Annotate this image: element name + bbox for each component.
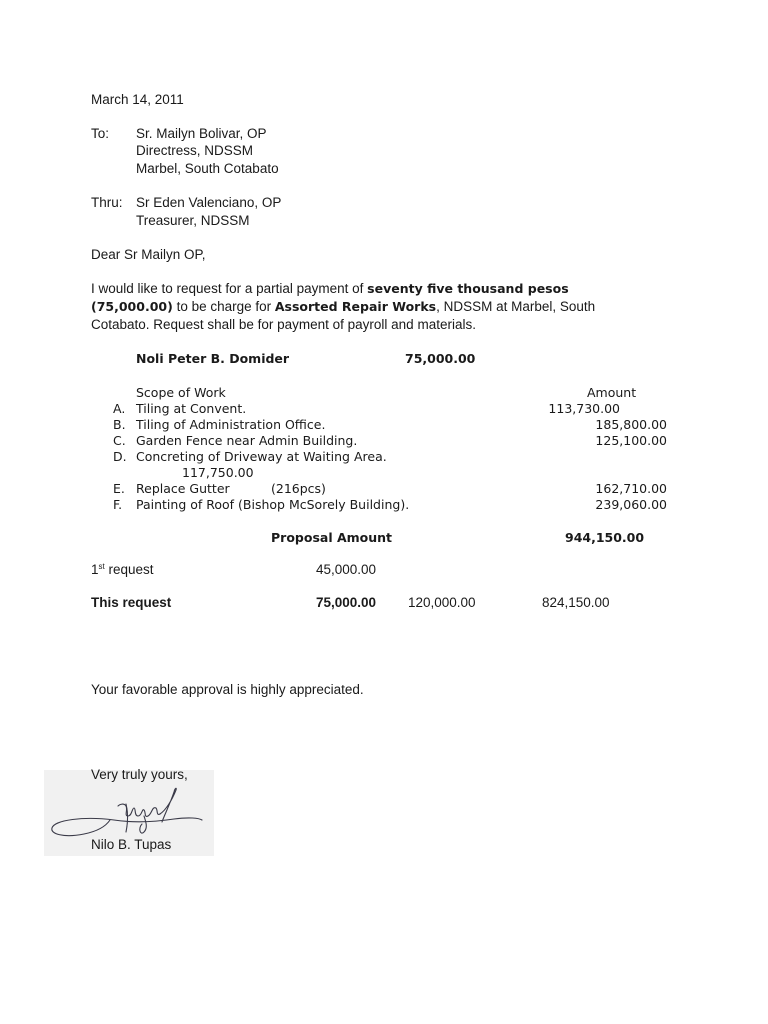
scope-item-note: (216pcs) — [271, 481, 326, 496]
thru-line: Treasurer, NDSSM — [136, 213, 250, 228]
payee-amount: 75,000.00 — [405, 351, 476, 366]
thru-line: Sr Eden Valenciano, OP — [136, 195, 282, 210]
first-request-label — [91, 562, 154, 578]
scope-header: Scope of Work — [136, 385, 226, 400]
scope-item-letter: E. — [113, 481, 125, 496]
scope-item-letter: B. — [113, 417, 126, 432]
this-request-total: 120,000.00 — [408, 595, 476, 610]
this-request-label: This request — [91, 595, 172, 610]
this-request-amount: 75,000.00 — [316, 595, 377, 610]
body-amount-figure: (75,000.00) — [91, 299, 173, 314]
scope-item-desc: Replace Gutter — [136, 481, 230, 496]
amount-header: Amount — [587, 385, 637, 400]
scope-item-amount: 113,730.00 — [548, 401, 620, 416]
proposal-amount: 944,150.00 — [565, 530, 645, 545]
scope-item-amount: 162,710.00 — [595, 481, 667, 496]
first-request-num: 1 — [91, 562, 99, 577]
this-request-balance: 824,150.00 — [542, 595, 610, 610]
scope-item-letter: C. — [113, 433, 126, 448]
scope-item-amount: 239,060.00 — [595, 497, 667, 512]
body-text: I would like to request for a partial payment of — [91, 281, 368, 296]
scope-item-letter: A. — [113, 401, 126, 416]
scope-item-desc: Tiling at Convent. — [136, 401, 247, 416]
scope-item-amount: 125,100.00 — [595, 433, 667, 448]
scope-item-desc: Garden Fence near Admin Building. — [136, 433, 358, 448]
scope-item-letter: F. — [113, 497, 123, 512]
closing-line: Your favorable approval is highly appreciated. — [91, 682, 364, 697]
thru-label: Thru: — [91, 195, 123, 210]
scope-item-desc: Tiling of Administration Office. — [136, 417, 326, 432]
body-text: to be charge for — [172, 299, 275, 314]
payee-name: Noli Peter B. Domider — [136, 351, 290, 366]
to-line: Marbel, South Cotabato — [136, 161, 279, 176]
proposal-label: Proposal Amount — [271, 530, 393, 545]
body-project-name: Assorted Repair Works — [274, 299, 437, 314]
scope-item-amount: 117,750.00 — [182, 465, 254, 480]
first-request-ordinal: st — [98, 562, 105, 571]
body-amount-words: seventy five thousand pesos — [367, 281, 569, 296]
body-text: , NDSSM at Marbel, South — [436, 299, 596, 314]
scope-item-desc: Concreting of Driveway at Waiting Area. — [136, 449, 387, 464]
to-label: To: — [91, 126, 110, 141]
first-request-amount: 45,000.00 — [316, 562, 377, 577]
to-line: Directress, NDSSM — [136, 143, 254, 158]
closing: Very truly yours, — [91, 767, 188, 782]
scope-item-letter: D. — [113, 449, 127, 464]
body-line: Cotabato. Request shall be for payment of payroll and materials. — [91, 317, 476, 332]
signatory-name: Nilo B. Tupas — [91, 837, 172, 852]
letter-date: March 14, 2011 — [91, 92, 184, 107]
salutation: Dear Sr Mailyn OP, — [91, 247, 206, 262]
scope-item-amount: 185,800.00 — [595, 417, 667, 432]
to-line: Sr. Mailyn Bolivar, OP — [136, 126, 267, 141]
body-line — [91, 281, 569, 297]
body-line — [91, 299, 595, 315]
scope-item-desc: Painting of Roof (Bishop McSorely Building). — [136, 497, 410, 512]
first-request-text: request — [104, 562, 154, 577]
